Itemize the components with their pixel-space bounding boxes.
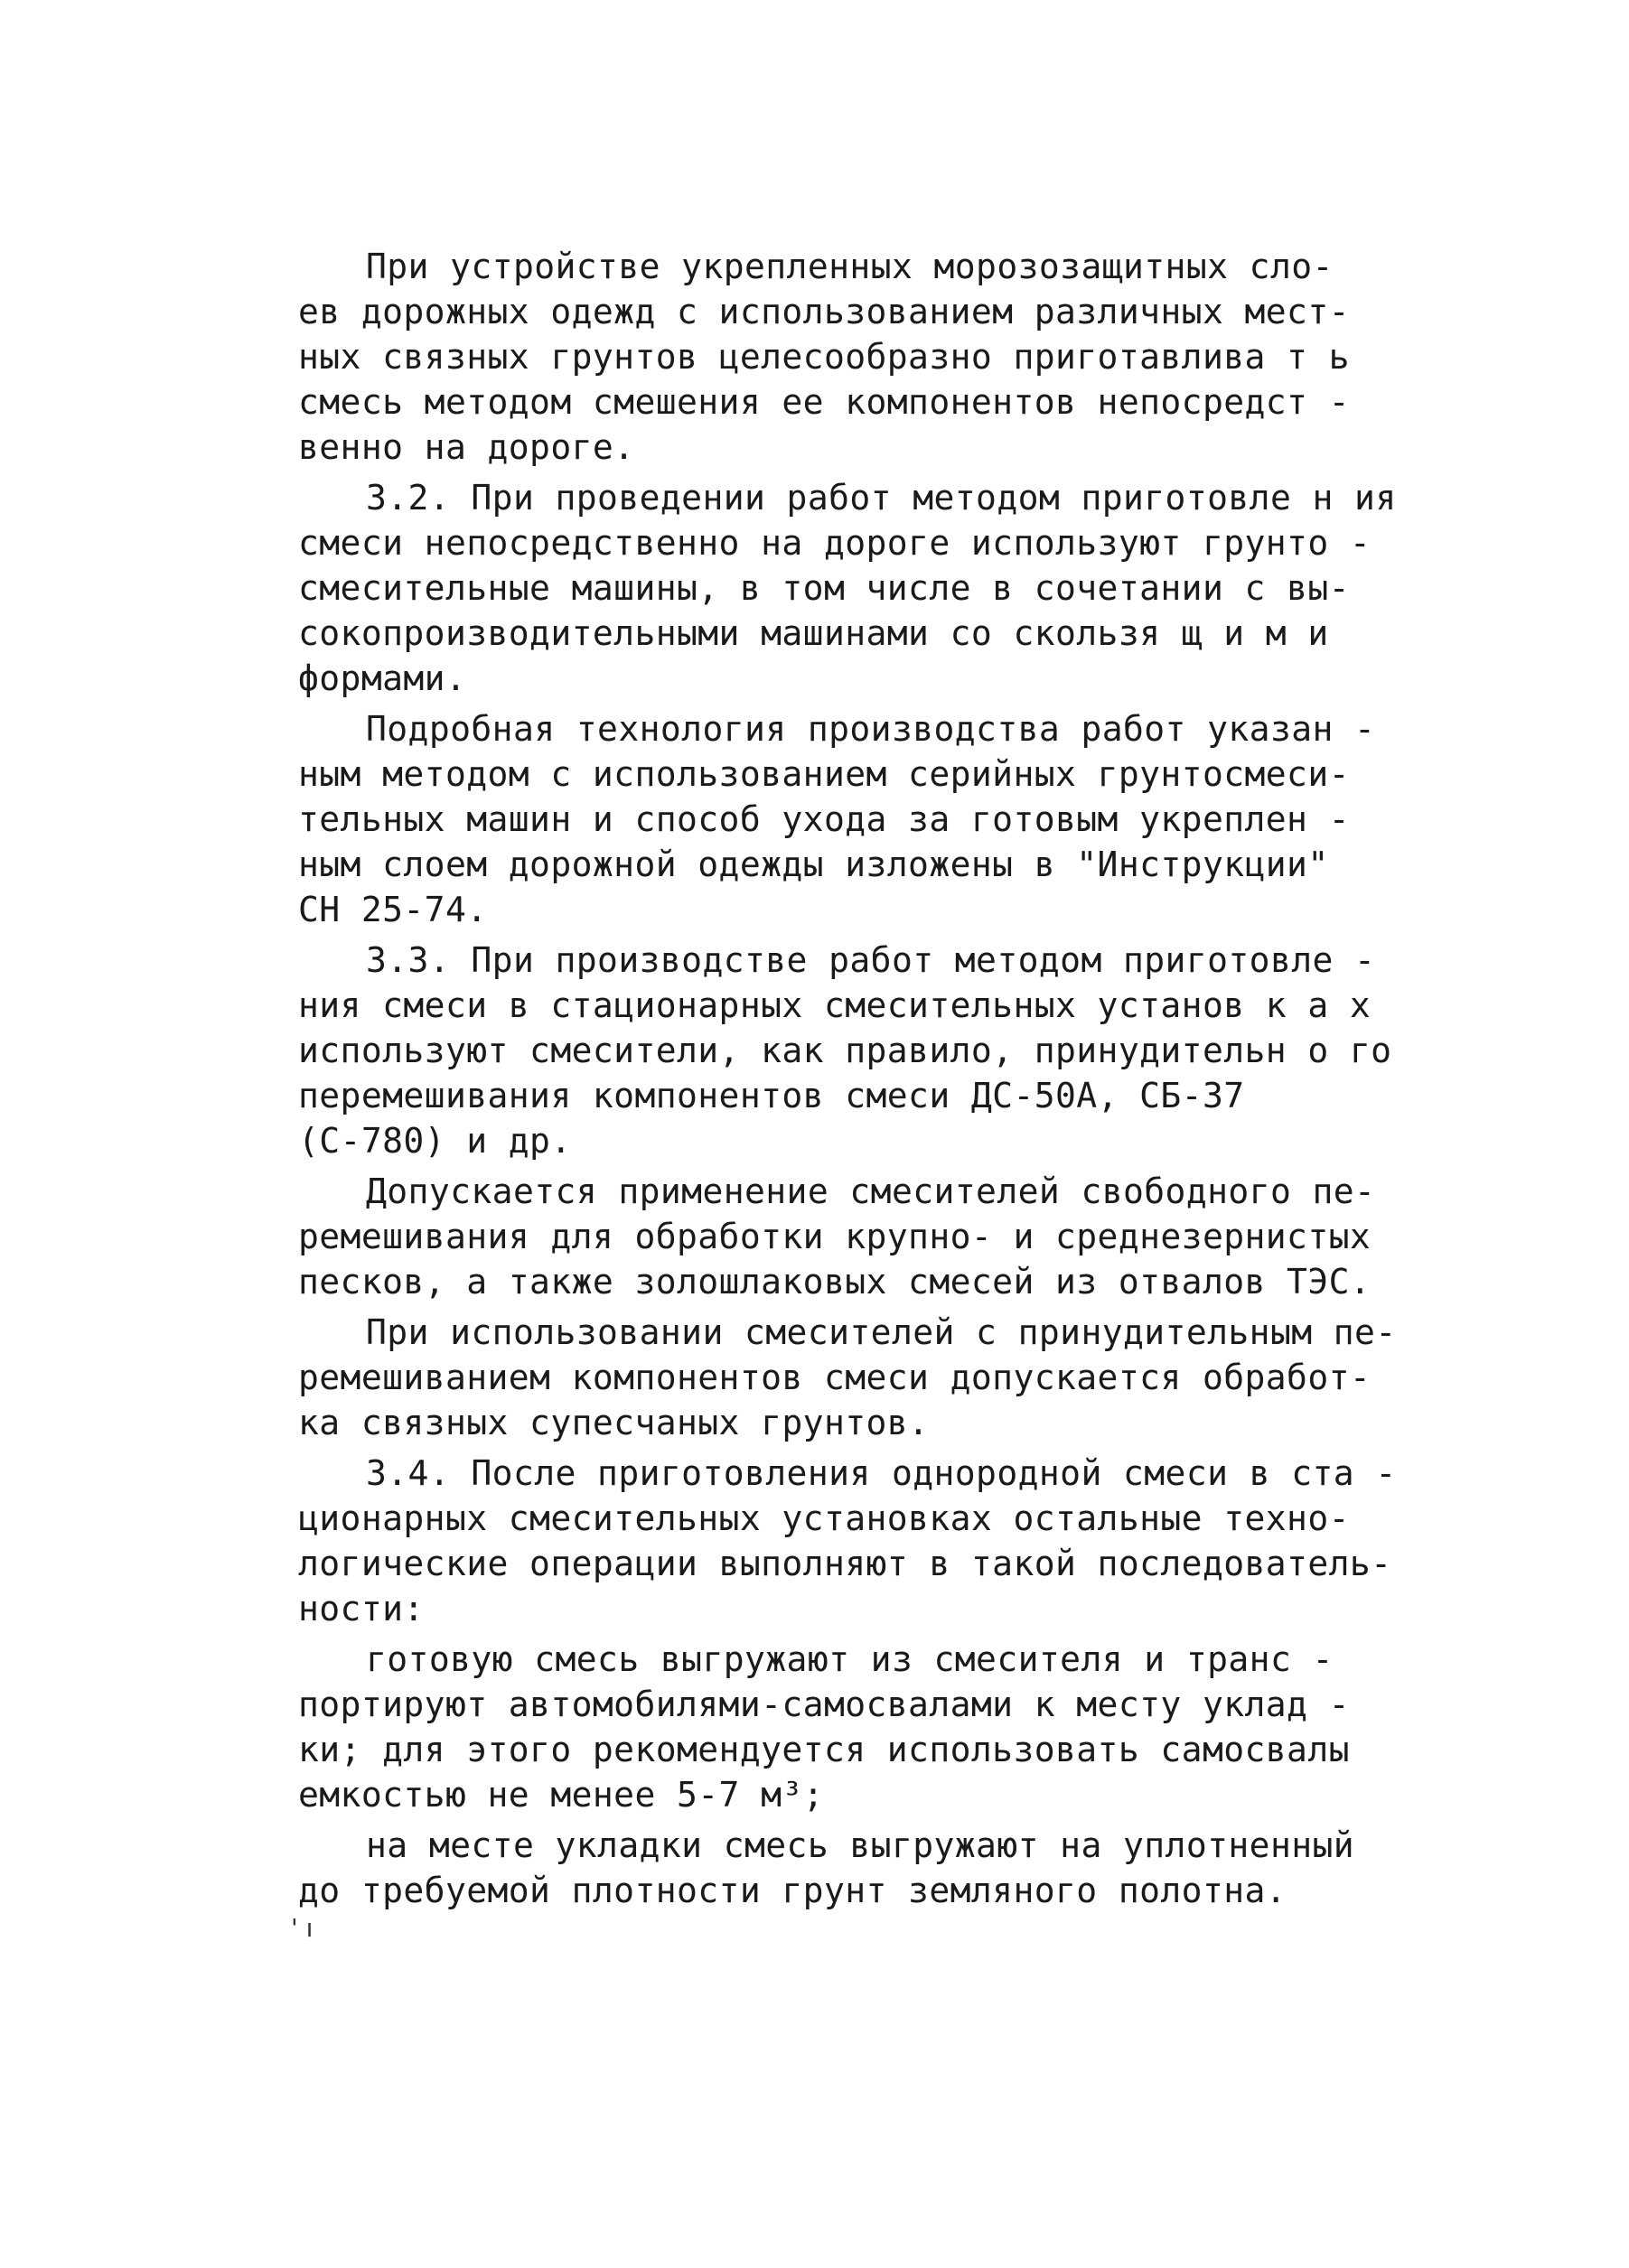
- text-line: песков, а также золошлаковых смесей из отвалов ТЭС.: [298, 1262, 1372, 1302]
- paragraph-p8: [298, 1637, 1455, 1817]
- text-line: смесь методом смешения ее компонентов непосредст -: [298, 382, 1350, 422]
- paragraph-p9: [298, 1823, 1455, 1913]
- text-line: формами.: [298, 658, 467, 698]
- text-line: ным методом с использованием серийных грунтосмеси-: [298, 754, 1350, 794]
- text-line: ка связных супесчаных грунтов.: [298, 1403, 930, 1442]
- text-line: ных связных грунтов целесообразно приготавлива т ь: [298, 337, 1350, 377]
- text-line: ционарных смесительных установках остальные техно-: [298, 1498, 1350, 1538]
- text-line: на месте укладки смесь выгружают на уплотненный: [366, 1825, 1355, 1865]
- page-mark: ' ı: [291, 1913, 314, 1943]
- text-line: логические операции выполняют в такой последователь-: [298, 1544, 1392, 1583]
- document-body: [298, 244, 1455, 1918]
- text-line: используют смесители, как правило, принудительн о го: [298, 1031, 1392, 1070]
- text-line: 3.3. При производстве работ методом приготовле -: [366, 940, 1376, 980]
- text-line: венно на дороге.: [298, 427, 635, 467]
- text-line: При использовании смесителей с принудительным пе-: [366, 1312, 1397, 1352]
- text-line: 3.4. После приготовления однородной смеси в ста -: [366, 1453, 1397, 1493]
- paragraph-p7: [298, 1451, 1455, 1631]
- text-line: 3.2. При проведении работ методом приготовле н ия: [366, 478, 1397, 518]
- text-line: ки; для этого рекомендуется использовать самосвалы: [298, 1730, 1350, 1769]
- text-line: ев дорожных одежд с использованием различных мест-: [298, 292, 1350, 331]
- paragraph-p1: [298, 244, 1455, 470]
- paragraph-p3: [298, 706, 1455, 932]
- text-line: портируют автомобилями-самосвалами к месту уклад -: [298, 1685, 1350, 1724]
- paragraph-p5: [298, 1169, 1455, 1304]
- text-line: перемешивания компонентов смеси ДС-50А, СБ-37: [298, 1076, 1245, 1115]
- text-line: тельных машин и способ ухода за готовым укреплен -: [298, 799, 1350, 839]
- paragraph-p6: [298, 1310, 1455, 1445]
- text-line: емкостью не менее 5-7 м³;: [298, 1775, 824, 1815]
- text-line: (С-780) и др.: [298, 1121, 572, 1161]
- text-line: Допускается применение смесителей свободного пе-: [366, 1171, 1376, 1211]
- paragraph-p4: [298, 938, 1455, 1163]
- text-line: ности:: [298, 1589, 425, 1629]
- text-line: При устройстве укрепленных морозозащитных сло-: [366, 247, 1334, 286]
- text-line: готовую смесь выгружают из смесителя и транс -: [366, 1639, 1334, 1679]
- paragraph-p2: [298, 475, 1455, 701]
- text-line: ным слоем дорожной одежды изложены в "Инструкции": [298, 845, 1329, 884]
- text-line: сокопроизводительными машинами со скользя щ и м и: [298, 613, 1329, 653]
- text-line: Подробная технология производства работ указан -: [366, 709, 1376, 749]
- text-line: ния смеси в стационарных смесительных установ к а х: [298, 985, 1372, 1025]
- text-line: СН 25-74.: [298, 890, 488, 929]
- text-line: смесительные машины, в том числе в сочетании с вы-: [298, 568, 1350, 608]
- text-line: до требуемой плотности грунт земляного полотна.: [298, 1871, 1287, 1910]
- text-line: смеси непосредственно на дороге используют грунто -: [298, 523, 1372, 563]
- text-line: ремешивания для обработки крупно- и среднезернистых: [298, 1217, 1372, 1256]
- text-line: ремешиванием компонентов смеси допускается обработ-: [298, 1358, 1372, 1397]
